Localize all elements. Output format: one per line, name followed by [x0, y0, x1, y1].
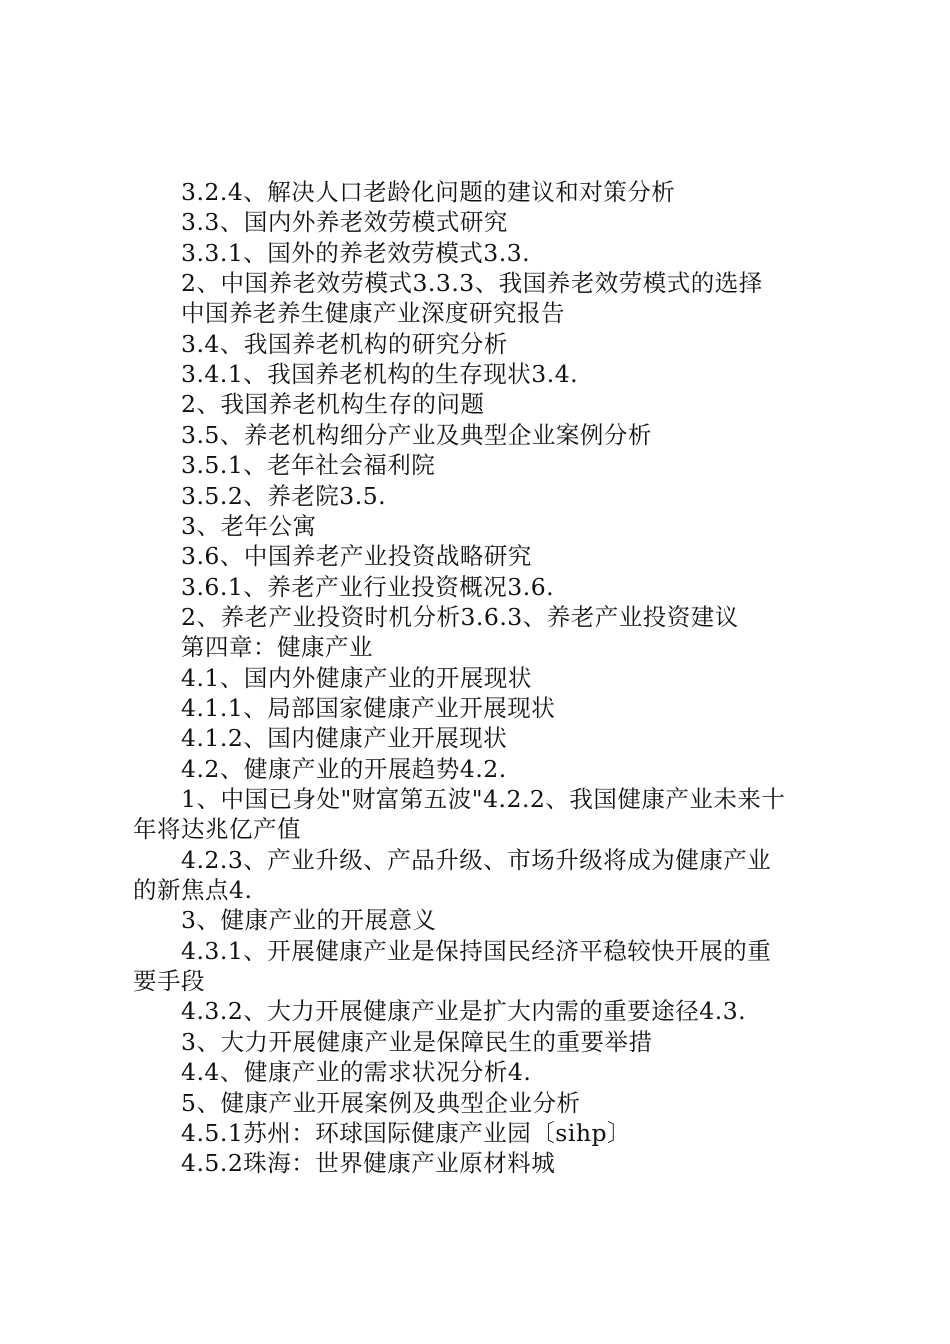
toc-line: 4.1、国内外健康产业的开展现状: [181, 664, 532, 692]
toc-line: 3、健康产业的开展意义: [181, 906, 437, 934]
toc-line: 2、中国养老效劳模式3.3.3、我国养老效劳模式的选择: [181, 269, 763, 297]
toc-line: 中国养老养生健康产业深度研究报告: [181, 299, 565, 327]
toc-line: 5、健康产业开展案例及典型企业分析: [181, 1089, 581, 1117]
toc-line-continuation: 要手段: [133, 967, 205, 995]
toc-line: 3.6.1、养老产业行业投资概况3.6.: [181, 573, 555, 601]
toc-line: 3.5、养老机构细分产业及典型企业案例分析: [181, 421, 652, 449]
toc-line: 3.3.1、国外的养老效劳模式3.3.: [181, 239, 531, 267]
toc-line: 4.1.2、国内健康产业开展现状: [181, 724, 508, 752]
toc-line: 4.4、健康产业的需求状况分析4.: [181, 1058, 532, 1086]
toc-line: 4.5.2珠海：世界健康产业原材料城: [181, 1149, 556, 1177]
toc-line: 3.4.1、我国养老机构的生存现状3.4.: [181, 360, 579, 388]
toc-line: 3.4、我国养老机构的研究分析: [181, 330, 508, 358]
toc-line: 3.2.4、解决人口老龄化问题的建议和对策分析: [181, 178, 676, 206]
toc-line: 3、大力开展健康产业是保障民生的重要举措: [181, 1028, 653, 1056]
toc-line-continuation: 的新焦点4.: [133, 876, 253, 904]
toc-line: 4.2.3、产业升级、产品升级、市场升级将成为健康产业: [181, 846, 772, 874]
toc-line: 3.5.1、老年社会福利院: [181, 451, 436, 479]
chapter-heading: 第四章：健康产业: [181, 633, 373, 661]
toc-line: 3.6、中国养老产业投资战略研究: [181, 542, 532, 570]
toc-line: 3.3、国内外养老效劳模式研究: [181, 208, 508, 236]
toc-line: 4.3.1、开展健康产业是保持国民经济平稳较快开展的重: [181, 937, 772, 965]
toc-line: 4.2、健康产业的开展趋势4.2.: [181, 755, 507, 783]
toc-line: 2、我国养老机构生存的问题: [181, 390, 485, 418]
toc-line: 3、老年公寓: [181, 512, 317, 540]
toc-line: 3.5.2、养老院3.5.: [181, 482, 387, 510]
toc-line: 4.1.1、局部国家健康产业开展现状: [181, 694, 556, 722]
toc-line: 4.5.1苏州：环球国际健康产业园〔sihp〕: [181, 1119, 632, 1147]
toc-line: 4.3.2、大力开展健康产业是扩大内需的重要途径4.3.: [181, 997, 747, 1025]
toc-line: 2、养老产业投资时机分析3.6.3、养老产业投资建议: [181, 603, 739, 631]
toc-line-continuation: 年将达兆亿产值: [133, 815, 301, 843]
toc-line: 1、中国已身处"财富第五波"4.2.2、我国健康产业未来十: [181, 785, 786, 813]
